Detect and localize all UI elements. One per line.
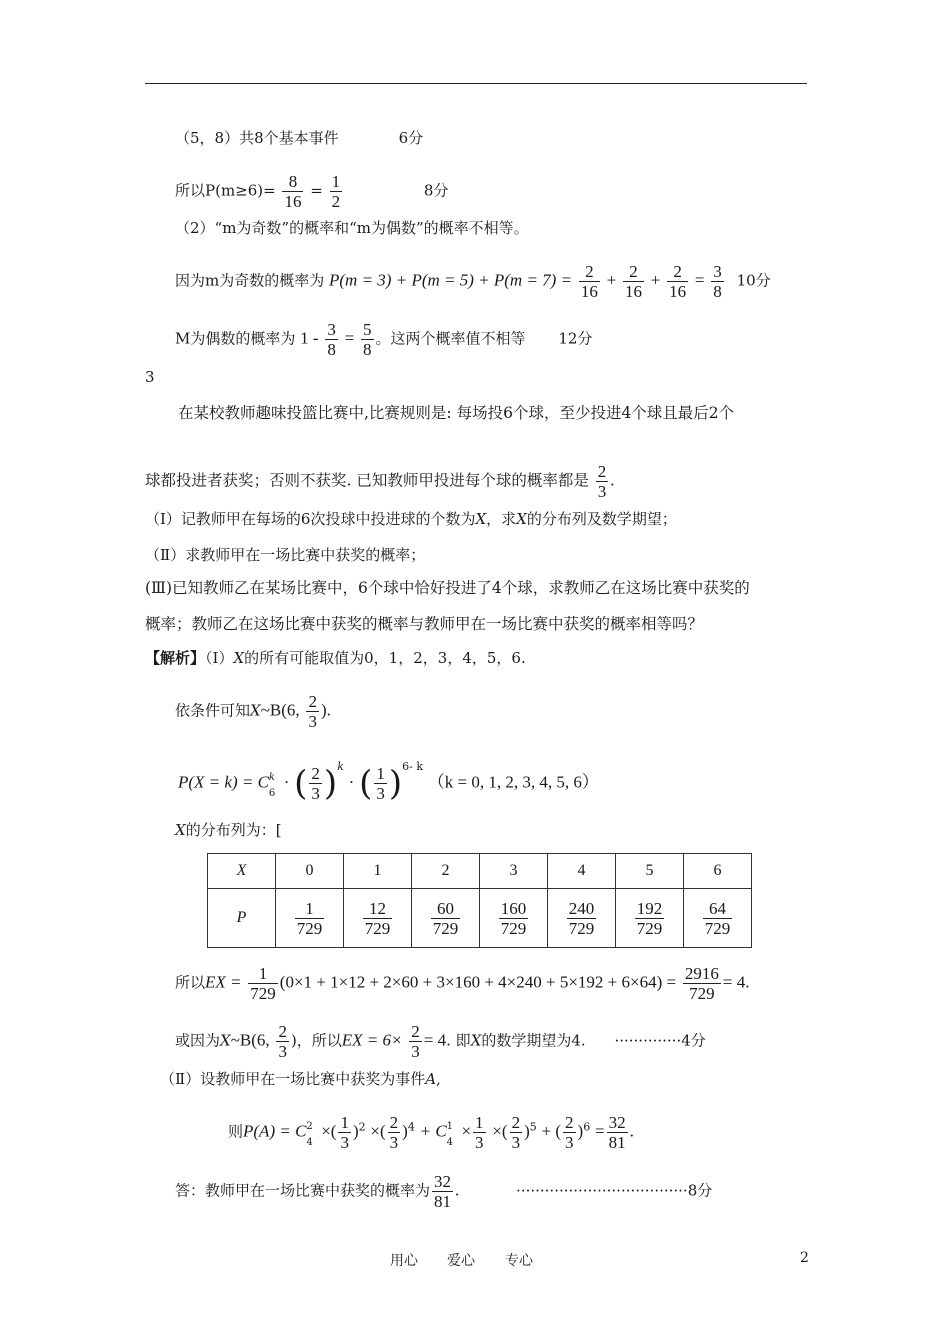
problem-text-1: 在某校教师趣味投篮比赛中,比赛规则是: 每场投6个球，至少投进4个球且最后2个 [178, 404, 735, 422]
question-number: 3 [145, 368, 155, 386]
table-cell: 2 [412, 854, 480, 889]
question-3a: (Ⅲ)已知教师乙在某场比赛中，6个球中恰好投进了4个球，求教师乙在这场比赛中获奖的 [145, 579, 750, 597]
table-cell: $\frac{60}{729}$ [412, 889, 480, 948]
pmf-formula: P(X = k) = C k 6 · ( $\frac{2}{3}$ )$^k$ · ( $\frac{1}{3}$ )$^{6- k}$ （k = 0, 1, 2, 3, 4, 5, 6） [178, 759, 599, 804]
table-cell: $\frac{192}{729}$ [616, 889, 684, 948]
formula-odd-probability: 因为m为奇数的概率为 P(m = 3) + P(m = 5) + P(m = 7) = $\frac{2}{16}$ + $\frac{2}{16}$ + $\frac{2}{16}$ = $\frac{3}{8}$ 10分 [175, 262, 771, 301]
binomial-condition: 依条件可知X~B(6, $\frac{2}{3}$ ). [175, 692, 331, 731]
probability-a-formula: 则P(A) = C 2 4 ×( $\frac{1}{3}$ )$^2$ ×( $\frac{2}{3}$ )$^4$ + C 1 4 × $\frac{1}{3}$ ×( $\frac{2}{3}$ )$^5$ + ( $\frac{2}{3}$ )$^6$ = $\frac{32}{81}$ . [228, 1113, 634, 1152]
table-cell: $\frac{64}{729}$ [684, 889, 752, 948]
fraction: $\frac{1}{2}$ [331, 172, 341, 211]
table-cell: 0 [276, 854, 344, 889]
header-rule [145, 83, 807, 84]
part2-setup: （Ⅱ）设教师甲在一场比赛中获奖为事件A, [160, 1070, 441, 1088]
table-row [208, 889, 752, 948]
table-cell: 3 [480, 854, 548, 889]
distribution-table [207, 853, 752, 948]
table-cell: 5 [616, 854, 684, 889]
table-cell: 1 [344, 854, 412, 889]
table-cell: $\frac{1}{729}$ [276, 889, 344, 948]
table-cell: 4 [548, 854, 616, 889]
table-cell: $\frac{12}{729}$ [344, 889, 412, 948]
question-2: （Ⅱ）求教师甲在一场比赛中获奖的概率； [145, 546, 426, 564]
answer-intro: 【解析】（Ⅰ）X的所有可能取值为0，1，2，3，4，5，6. [145, 649, 526, 667]
expectation-formula: 所以EX = $\frac{1}{729}$ (0×1 + 1×12 + 2×60 + 3×160 + 4×240 + 5×192 + 6×64) = $\frac{2916}{729}$ = 4. [175, 964, 750, 1003]
problem-text-2: 球都投进者获奖；否则不获奖. 已知教师甲投进每个球的概率都是 $\frac{2}{3}$ . [145, 462, 615, 501]
footer-motto-2: 爱心 [447, 1253, 475, 1269]
distribution-title: X的分布列为：[ [175, 821, 282, 839]
page-number: 2 [800, 1250, 809, 1266]
text-line-part2: （2）“m为奇数”的概率和“m为偶数”的概率不相等。 [175, 219, 529, 237]
table-cell: $\frac{240}{729}$ [548, 889, 616, 948]
table-cell: $\frac{160}{729}$ [480, 889, 548, 948]
footer-motto-1: 用心 [390, 1253, 418, 1269]
text-line-events: （5，8）共8个基本事件 6分 [175, 129, 424, 147]
table-row [208, 854, 752, 889]
formula-p-m-ge-6: 所以P(m≥6)= $\frac{8}{16}$ = $\frac{1}{2}$ 8分 [175, 172, 449, 211]
table-header-p: P [208, 889, 276, 948]
question-3b: 概率；教师乙在这场比赛中获奖的概率与教师甲在一场比赛中获奖的概率相等吗？ [145, 615, 704, 633]
fraction: $\frac{8}{16}$ [284, 172, 302, 211]
footer-motto-3: 专心 [505, 1253, 533, 1269]
formula-even-probability: M为偶数的概率为 1 - $\frac{3}{8}$ = $\frac{5}{8}$ 。这两个概率值不相等 12分 [175, 320, 593, 359]
table-cell: 6 [684, 854, 752, 889]
question-1: （Ⅰ）记教师甲在每场的6次投球中投进球的个数为X，求X的分布列及数学期望； [145, 510, 677, 528]
expectation-alt: 或因为X~B(6, $\frac{2}{3}$ )，所以EX = 6× $\frac{2}{3}$ = 4. 即X的数学期望为4. ··············4分 [175, 1022, 706, 1061]
table-header-x: X [208, 854, 276, 889]
final-answer: 答：教师甲在一场比赛中获奖的概率为 $\frac{32}{81}$ . ····································8分 [175, 1172, 713, 1211]
